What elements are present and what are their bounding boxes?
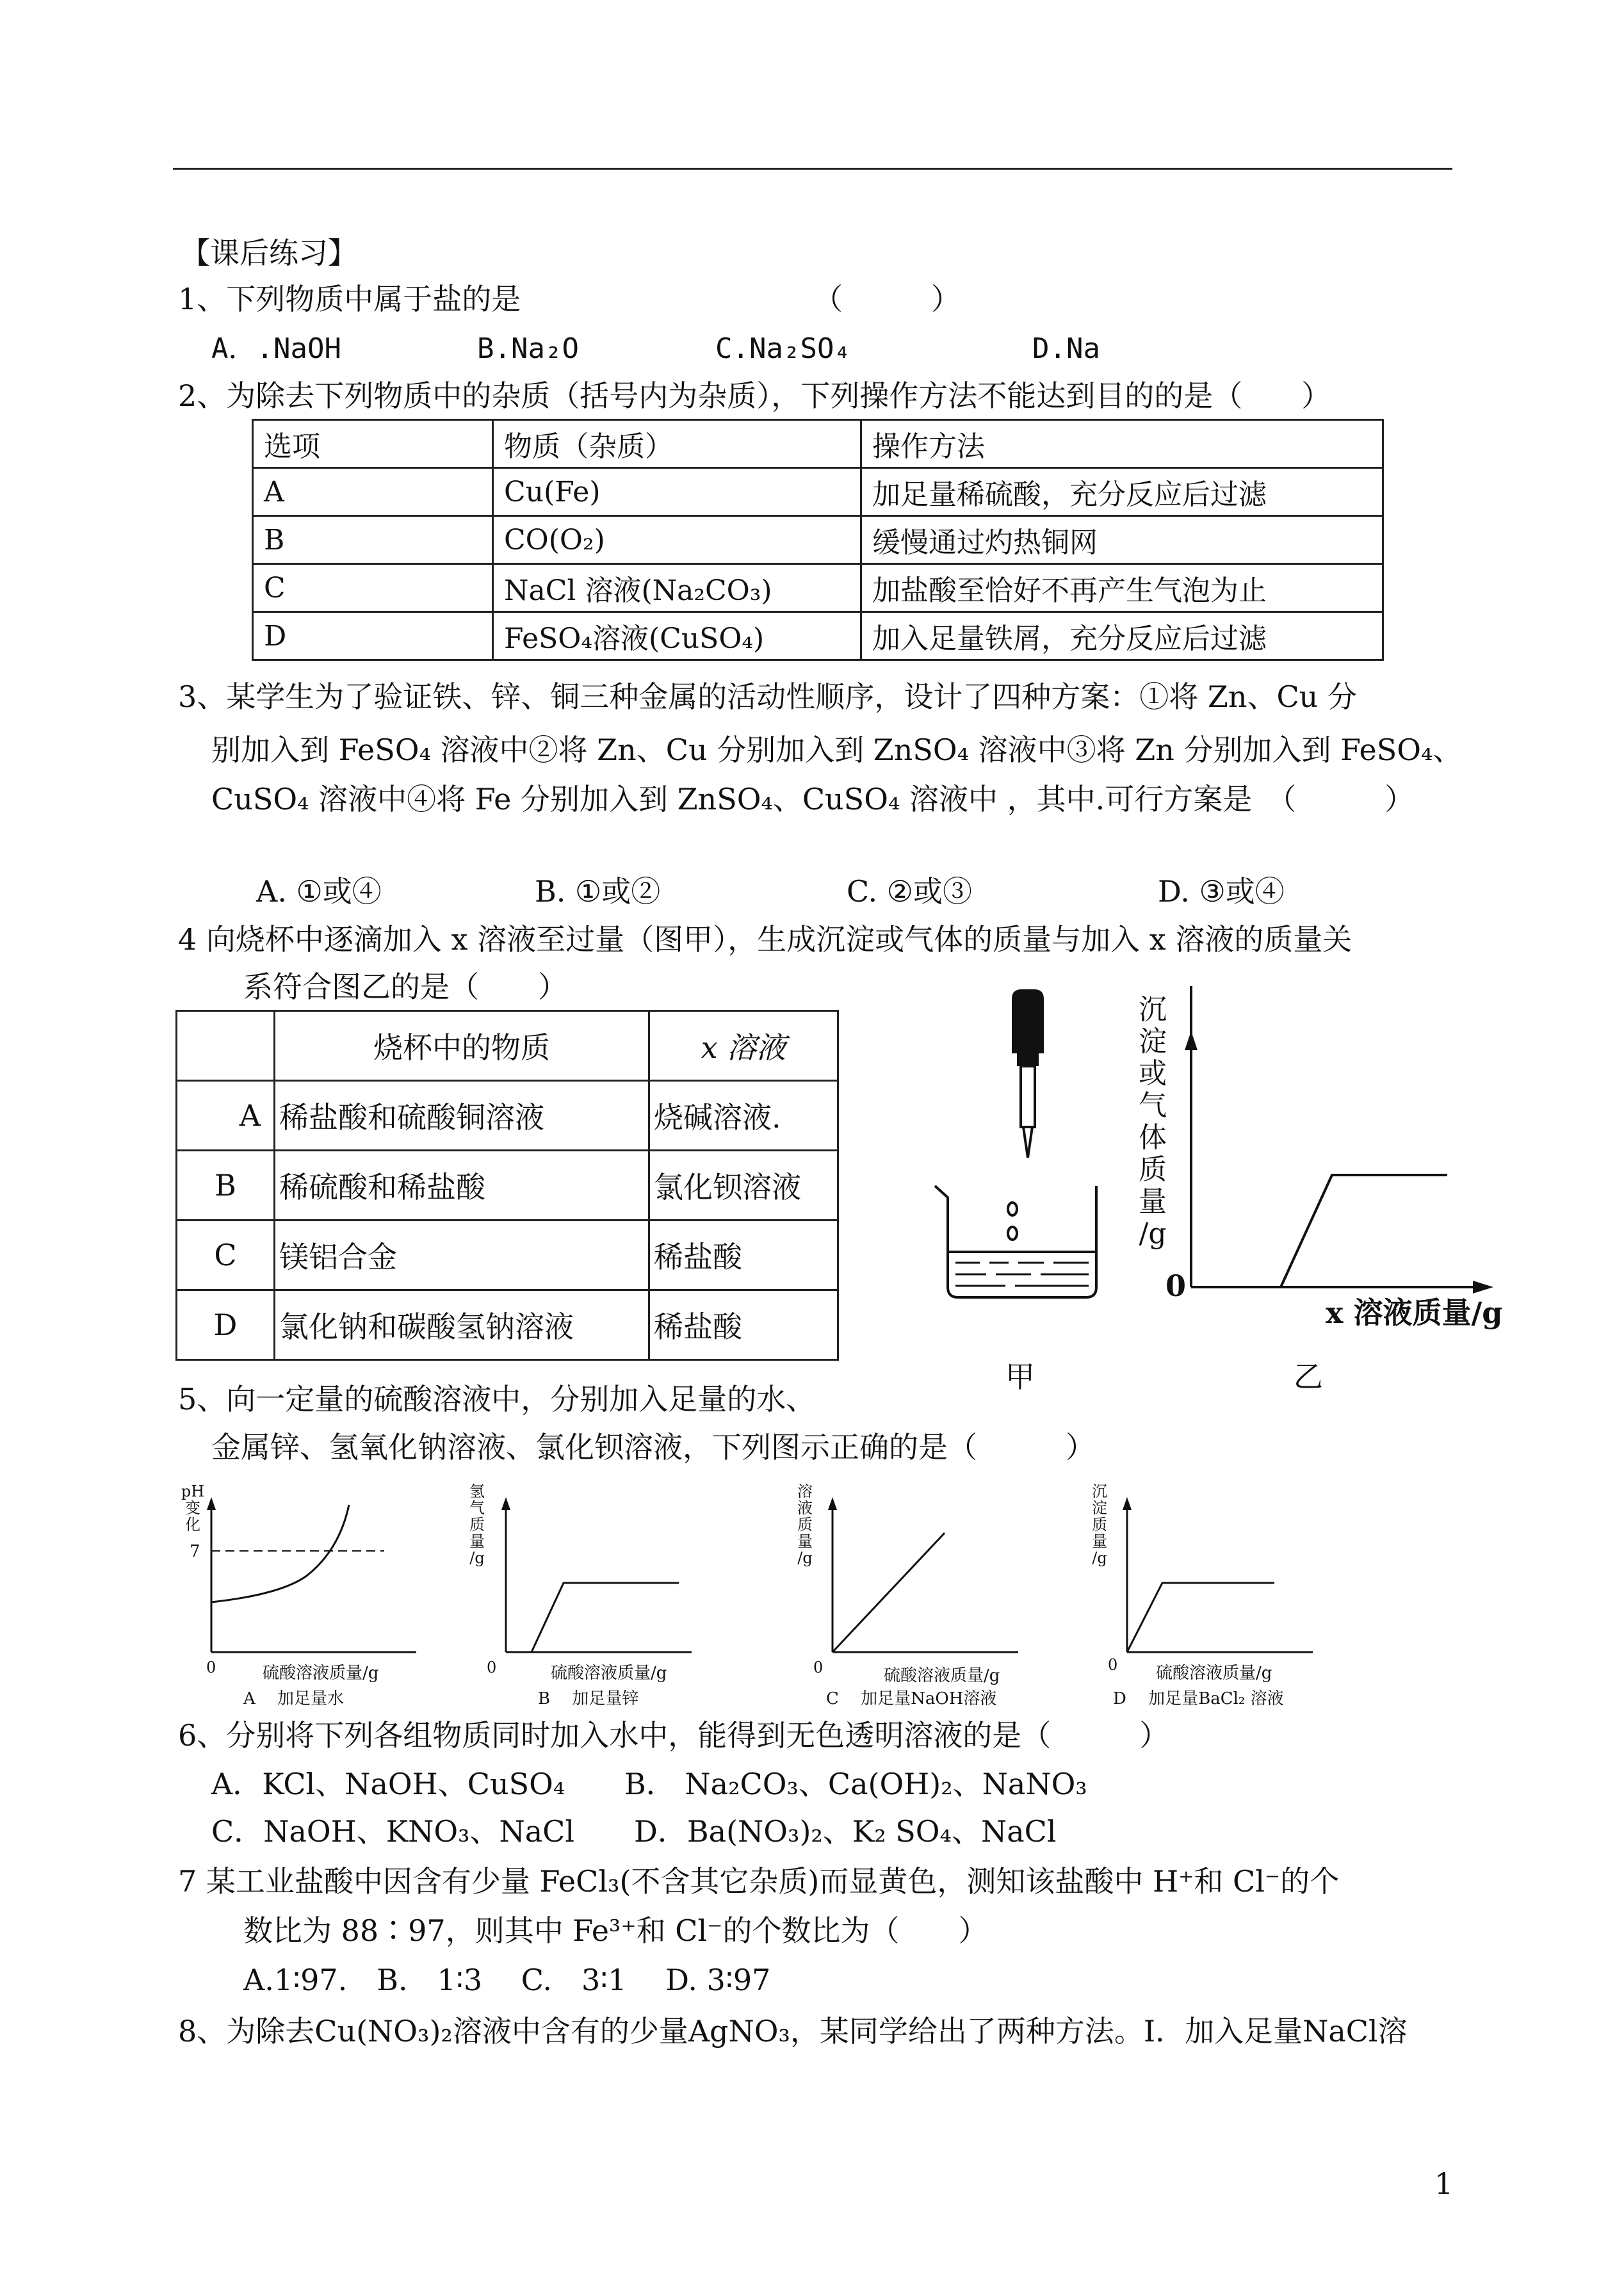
table-cell: C [253, 564, 493, 612]
ylabel-char: 质 [469, 1516, 485, 1534]
q5-graph-a-tick: 7 [190, 1542, 200, 1561]
q3-line1: 3、某学生为了验证铁、锌、铜三种金属的活动性顺序，设计了四种方案：①将 Zn、Cu 分 [178, 679, 1357, 714]
curve-line [1281, 1175, 1447, 1287]
ylabel-char: 量 [1092, 1532, 1107, 1550]
ylabel-char: 溶 [797, 1482, 813, 1500]
q4-table [175, 1010, 839, 1361]
table-row [253, 468, 1383, 516]
ylabel-char: 量 [469, 1532, 485, 1550]
ylabel-char: 淀 [1139, 1025, 1167, 1058]
q5-graph-c [813, 1479, 1031, 1684]
q5-graph-b-xlabel: 硫酸溶液质量/g [551, 1664, 667, 1683]
table-header-cell [177, 1011, 275, 1081]
x-axis-arrow-icon [1473, 1281, 1493, 1293]
table-cell: 缓慢通过灼热铜网 [861, 516, 1383, 564]
q1-option-b: B.Na₂O [477, 332, 579, 365]
figure-yi-ylabel [1133, 994, 1172, 1250]
table-row [253, 564, 1383, 612]
table-header-cell: 烧杯中的物质 [275, 1011, 649, 1081]
q1-option-c: C.Na₂SO₄ [715, 332, 851, 365]
q5-graph-d-xlabel: 硫酸溶液质量/g [1156, 1664, 1272, 1683]
table-cell: 稀盐酸 [649, 1290, 838, 1360]
q7-options: A.1∶97. B. 1∶3 C. 3∶1 D. 3∶97 [243, 1963, 771, 1997]
table-cell: 稀盐酸和硫酸铜溶液 [275, 1081, 649, 1151]
table-cell: 烧碱溶液. [649, 1081, 838, 1151]
q6-option-a: A．KCl、NaOH、CuSO₄ [211, 1767, 565, 1801]
figure-yi-origin: 0 [1165, 1269, 1187, 1303]
ylabel-char: 质 [1092, 1516, 1107, 1534]
table-cell: D [253, 612, 493, 660]
q3-line3: CuSO₄ 溶液中④将 Fe 分别加入到 ZnSO₄、CuSO₄ 溶液中 ，其中.可行方案是 （ ） [211, 782, 1415, 816]
q3-option-b: B. ①或② [535, 874, 661, 909]
ylabel-char: 液 [797, 1499, 813, 1517]
table-row [177, 1151, 838, 1220]
table-row [253, 516, 1383, 564]
table-row [177, 1081, 838, 1151]
q6-option-c: C．NaOH、KNO₃、NaCl [211, 1814, 575, 1849]
section-title: 【课后练习】 [181, 236, 357, 270]
q2-stem: 2、为除去下列物质中的杂质（括号内为杂质），下列操作方法不能达到目的的是（ ） [178, 378, 1331, 413]
q5-graph-a [192, 1479, 435, 1684]
ylabel-char: 气 [469, 1499, 485, 1517]
ylabel-char: 质 [797, 1516, 813, 1534]
q8-line1: 8、为除去Cu(NO₃)₂溶液中含有的少量AgNO₃，某同学给出了两种方法。I．加入足量NaCl溶 [178, 2014, 1408, 2048]
beaker-icon [935, 1186, 1096, 1297]
q1-option-a: A．.NaOH [211, 332, 341, 365]
q5-graph-c-xlabel: 硫酸溶液质量/g [884, 1666, 1000, 1685]
q7-line1: 7 某工业盐酸中因含有少量 FeCl₃(不含其它杂质)而显黄色，测知该盐酸中 H⁺和 Cl⁻的个 [178, 1864, 1340, 1899]
q1-option-d: D.Na [1032, 332, 1100, 365]
table-row [253, 612, 1383, 660]
q3-line2: 别加入到 FeSO₄ 溶液中②将 Zn、Cu 分别加入到 ZnSO₄ 溶液中③将 Zn 分别加入到 FeSO₄、 [211, 733, 1463, 767]
ylabel-char: 体 [1139, 1121, 1167, 1154]
table-cell: 加入足量铁屑，充分反应后过滤 [861, 612, 1383, 660]
q5-graph-b-ylabel [465, 1483, 489, 1566]
q5-graph-c-origin: 0 [813, 1658, 824, 1676]
table-header-row [253, 420, 1383, 468]
table-header-cell: 物质（杂质） [493, 420, 861, 468]
dropper-icon [1012, 989, 1044, 1158]
q6-option-d: D．Ba(NO₃)₂、K₂ SO₄、NaCl [634, 1814, 1057, 1849]
q6-option-b: B． Na₂CO₃、Ca(OH)₂、NaNO₃ [624, 1767, 1087, 1801]
table-cell: 氯化钠和碳酸氢钠溶液 [275, 1290, 649, 1360]
table-cell: 加足量稀硫酸，充分反应后过滤 [861, 468, 1383, 516]
q5-graph-c-caption: C 加足量NaOH溶液 [826, 1689, 997, 1708]
table-cell: FeSO₄溶液(CuSO₄) [493, 612, 861, 660]
ylabel-char: 氢 [469, 1482, 485, 1500]
ylabel-char: /g [469, 1549, 485, 1567]
table-cell: Cu(Fe) [493, 468, 861, 516]
q5-graph-a-ylabel [181, 1483, 205, 1533]
table-cell: D [177, 1290, 275, 1360]
figure-jia-label: 甲 [1005, 1359, 1035, 1394]
ylabel-char: /g [1139, 1217, 1167, 1250]
q5-graph-a-caption: A 加足量水 [243, 1689, 345, 1708]
ylabel-char: /g [1092, 1549, 1107, 1567]
ylabel-char: 变 [185, 1499, 200, 1517]
figure-jia [929, 986, 1133, 1370]
figure-yi-xlabel: x 溶液质量/g [1326, 1295, 1503, 1330]
ylabel-char: 或 [1139, 1057, 1167, 1090]
q5-graph-d-ylabel [1087, 1483, 1112, 1566]
q4-line1: 4 向烧杯中逐滴加入 x 溶液至过量（图甲），生成沉淀或气体的质量与加入 x 溶液的质量关 [178, 922, 1352, 957]
ylabel-char: pH [181, 1482, 205, 1500]
table-header-cell: 操作方法 [861, 420, 1383, 468]
ylabel-char: 量 [797, 1532, 813, 1550]
ylabel-char: 淀 [1092, 1499, 1107, 1517]
figure-yi-label: 乙 [1294, 1359, 1323, 1394]
q5-graph-b [487, 1479, 704, 1684]
ylabel-char: 沉 [1092, 1482, 1107, 1500]
page-number: 1 [1434, 2166, 1454, 2201]
y-axis-arrow-icon [1185, 1031, 1198, 1050]
table-cell: CO(O₂) [493, 516, 861, 564]
table-cell: 镁铝合金 [275, 1220, 649, 1290]
ylabel-char: 气 [1139, 1089, 1167, 1122]
q5-graph-d-caption: D 加足量BaCl₂ 溶液 [1113, 1689, 1284, 1708]
table-cell: 稀盐酸 [649, 1220, 838, 1290]
ylabel-char: 化 [185, 1516, 200, 1534]
q2-table [252, 419, 1384, 661]
q4-line2: 系符合图乙的是（ ） [243, 969, 567, 1004]
ylabel-char: 沉 [1139, 993, 1167, 1026]
table-header-cell: 选项 [253, 420, 493, 468]
q5-graph-d [1108, 1479, 1326, 1684]
q1-bracket: （ ） [813, 282, 961, 316]
header-rule [173, 168, 1452, 170]
table-cell: B [253, 516, 493, 564]
table-cell: 稀硫酸和稀盐酸 [275, 1151, 649, 1220]
q3-option-a: A. ①或④ [256, 874, 382, 909]
q5-line1: 5、向一定量的硫酸溶液中，分别加入足量的水、 [178, 1382, 816, 1416]
q1-stem: 1、下列物质中属于盐的是 [178, 282, 521, 316]
q5-graph-a-xlabel: 硫酸溶液质量/g [263, 1664, 379, 1683]
table-cell: A [253, 468, 493, 516]
q7-line2: 数比为 88∶97，则其中 Fe³⁺和 Cl⁻的个数比为（ ） [243, 1913, 988, 1948]
table-cell: 加盐酸至恰好不再产生气泡为止 [861, 564, 1383, 612]
ylabel-char: /g [797, 1549, 813, 1567]
table-cell: C [177, 1220, 275, 1290]
table-header-cell: x 溶液 [649, 1011, 838, 1081]
table-header-row [177, 1011, 838, 1081]
q3-option-c: C. ②或③ [847, 874, 973, 909]
q5-graph-b-origin: 0 [487, 1658, 497, 1676]
q5-line2: 金属锌、氢氧化钠溶液、氯化钡溶液，下列图示正确的是（ ） [211, 1430, 1095, 1464]
q3-option-d: D. ③或④ [1158, 874, 1285, 909]
q5-graph-d-origin: 0 [1108, 1656, 1118, 1674]
table-cell: 氯化钡溶液 [649, 1151, 838, 1220]
q5-graph-a-origin: 0 [206, 1658, 216, 1676]
q5-graph-c-ylabel [793, 1483, 817, 1566]
q5-graph-b-caption: B 加足量锌 [538, 1689, 639, 1708]
table-row [177, 1220, 838, 1290]
table-cell: B [177, 1151, 275, 1220]
ylabel-char: 量 [1139, 1185, 1167, 1218]
ylabel-char: 质 [1139, 1153, 1167, 1186]
q6-stem: 6、分别将下列各组物质同时加入水中，能得到无色透明溶液的是（ ） [178, 1718, 1169, 1753]
table-cell: NaCl 溶液(Na₂CO₃) [493, 564, 861, 612]
table-row [177, 1290, 838, 1360]
table-cell: A [177, 1081, 275, 1151]
